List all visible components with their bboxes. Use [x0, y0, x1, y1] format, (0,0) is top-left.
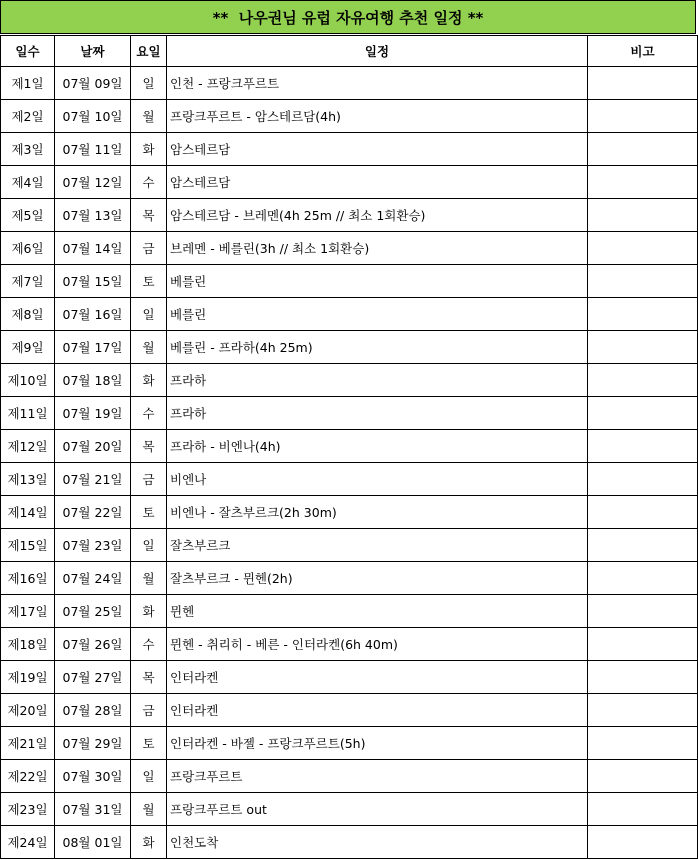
cell-plan: 뮌헨 - 취리히 - 베른 - 인터라켄(6h 40m) — [167, 628, 588, 661]
table-row — [1, 331, 698, 364]
itinerary-title: ** 나우권님 유럽 자유여행 추천 일정 ** — [0, 0, 696, 34]
cell-plan: 인터라켄 - 바젤 - 프랑크푸르트(5h) — [167, 727, 588, 760]
table-row — [1, 562, 698, 595]
cell-date: 07월 30일 — [55, 760, 131, 793]
cell-day: 제20일 — [1, 694, 55, 727]
header-plan: 일정 — [167, 36, 588, 67]
table-row — [1, 793, 698, 826]
cell-date: 08월 01일 — [55, 826, 131, 859]
cell-day: 제21일 — [1, 727, 55, 760]
cell-day: 제12일 — [1, 430, 55, 463]
cell-date: 07월 21일 — [55, 463, 131, 496]
table-body — [1, 67, 698, 859]
header-dow: 요일 — [131, 36, 167, 67]
cell-date: 07월 19일 — [55, 397, 131, 430]
table-row — [1, 298, 698, 331]
cell-note — [588, 67, 698, 100]
cell-plan: 암스테르담 — [167, 166, 588, 199]
cell-note — [588, 232, 698, 265]
table-row — [1, 760, 698, 793]
cell-plan: 암스테르담 — [167, 133, 588, 166]
cell-note — [588, 199, 698, 232]
cell-date: 07월 23일 — [55, 529, 131, 562]
table-row — [1, 166, 698, 199]
table-row — [1, 496, 698, 529]
cell-note — [588, 760, 698, 793]
table-row — [1, 595, 698, 628]
cell-plan: 프랑크푸르트 — [167, 760, 588, 793]
cell-note — [588, 463, 698, 496]
cell-dow: 수 — [131, 628, 167, 661]
cell-date: 07월 12일 — [55, 166, 131, 199]
table-row — [1, 133, 698, 166]
cell-dow: 월 — [131, 562, 167, 595]
table-row — [1, 727, 698, 760]
cell-day: 제13일 — [1, 463, 55, 496]
cell-day: 제4일 — [1, 166, 55, 199]
cell-dow: 토 — [131, 496, 167, 529]
cell-day: 제23일 — [1, 793, 55, 826]
cell-note — [588, 298, 698, 331]
cell-date: 07월 24일 — [55, 562, 131, 595]
cell-day: 제18일 — [1, 628, 55, 661]
cell-plan: 인터라켄 — [167, 661, 588, 694]
cell-plan: 비엔나 - 잘츠부르크(2h 30m) — [167, 496, 588, 529]
cell-date: 07월 25일 — [55, 595, 131, 628]
cell-plan: 프랑크푸르트 - 암스테르담(4h) — [167, 100, 588, 133]
cell-note — [588, 661, 698, 694]
cell-day: 제2일 — [1, 100, 55, 133]
table-row — [1, 628, 698, 661]
cell-date: 07월 31일 — [55, 793, 131, 826]
cell-date: 07월 09일 — [55, 67, 131, 100]
cell-dow: 화 — [131, 364, 167, 397]
cell-plan: 인천도착 — [167, 826, 588, 859]
cell-day: 제6일 — [1, 232, 55, 265]
cell-note — [588, 694, 698, 727]
cell-note — [588, 793, 698, 826]
cell-note — [588, 430, 698, 463]
cell-plan: 암스테르담 - 브레멘(4h 25m // 최소 1회환승) — [167, 199, 588, 232]
cell-dow: 목 — [131, 199, 167, 232]
cell-date: 07월 20일 — [55, 430, 131, 463]
table-row — [1, 694, 698, 727]
cell-dow: 월 — [131, 331, 167, 364]
cell-plan: 뮌헨 — [167, 595, 588, 628]
cell-dow: 금 — [131, 232, 167, 265]
cell-note — [588, 826, 698, 859]
cell-date: 07월 28일 — [55, 694, 131, 727]
cell-plan: 프라하 — [167, 397, 588, 430]
cell-day: 제16일 — [1, 562, 55, 595]
table-row — [1, 199, 698, 232]
cell-dow: 화 — [131, 133, 167, 166]
cell-dow: 금 — [131, 463, 167, 496]
cell-plan: 인천 - 프랑크푸르트 — [167, 67, 588, 100]
table-row — [1, 397, 698, 430]
cell-note — [588, 529, 698, 562]
cell-dow: 월 — [131, 100, 167, 133]
cell-day: 제10일 — [1, 364, 55, 397]
table-row — [1, 232, 698, 265]
cell-note — [588, 133, 698, 166]
cell-dow: 토 — [131, 265, 167, 298]
cell-plan: 베를린 — [167, 298, 588, 331]
cell-day: 제3일 — [1, 133, 55, 166]
table-row — [1, 364, 698, 397]
itinerary-table — [0, 35, 698, 859]
cell-day: 제8일 — [1, 298, 55, 331]
cell-day: 제22일 — [1, 760, 55, 793]
table-row — [1, 100, 698, 133]
cell-plan: 프라하 - 비엔나(4h) — [167, 430, 588, 463]
table-row — [1, 463, 698, 496]
header-row — [1, 36, 698, 67]
cell-plan: 비엔나 — [167, 463, 588, 496]
cell-note — [588, 364, 698, 397]
cell-dow: 목 — [131, 430, 167, 463]
cell-note — [588, 100, 698, 133]
cell-plan: 인터라켄 — [167, 694, 588, 727]
cell-dow: 일 — [131, 67, 167, 100]
cell-note — [588, 496, 698, 529]
cell-dow: 일 — [131, 298, 167, 331]
cell-dow: 화 — [131, 595, 167, 628]
cell-date: 07월 16일 — [55, 298, 131, 331]
cell-plan: 브레멘 - 베를린(3h // 최소 1회환승) — [167, 232, 588, 265]
cell-day: 제5일 — [1, 199, 55, 232]
cell-day: 제17일 — [1, 595, 55, 628]
cell-date: 07월 15일 — [55, 265, 131, 298]
table-row — [1, 265, 698, 298]
cell-note — [588, 166, 698, 199]
cell-dow: 목 — [131, 661, 167, 694]
header-note: 비고 — [588, 36, 698, 67]
cell-dow: 일 — [131, 760, 167, 793]
cell-note — [588, 562, 698, 595]
cell-note — [588, 397, 698, 430]
table-row — [1, 430, 698, 463]
cell-day: 제11일 — [1, 397, 55, 430]
cell-day: 제24일 — [1, 826, 55, 859]
cell-day: 제1일 — [1, 67, 55, 100]
cell-dow: 일 — [131, 529, 167, 562]
cell-date: 07월 14일 — [55, 232, 131, 265]
cell-day: 제19일 — [1, 661, 55, 694]
cell-date: 07월 13일 — [55, 199, 131, 232]
header-day: 일수 — [1, 36, 55, 67]
cell-dow: 수 — [131, 397, 167, 430]
cell-date: 07월 17일 — [55, 331, 131, 364]
table-row — [1, 661, 698, 694]
table-row — [1, 67, 698, 100]
cell-date: 07월 29일 — [55, 727, 131, 760]
table-row — [1, 529, 698, 562]
cell-dow: 금 — [131, 694, 167, 727]
cell-plan: 프랑크푸르트 out — [167, 793, 588, 826]
cell-day: 제15일 — [1, 529, 55, 562]
cell-dow: 수 — [131, 166, 167, 199]
cell-date: 07월 22일 — [55, 496, 131, 529]
cell-date: 07월 27일 — [55, 661, 131, 694]
cell-date: 07월 18일 — [55, 364, 131, 397]
header-date: 날짜 — [55, 36, 131, 67]
cell-day: 제9일 — [1, 331, 55, 364]
table-header — [1, 36, 698, 67]
cell-dow: 화 — [131, 826, 167, 859]
cell-plan: 잘츠부르크 - 뮌헨(2h) — [167, 562, 588, 595]
cell-dow: 토 — [131, 727, 167, 760]
cell-plan: 잘츠부르크 — [167, 529, 588, 562]
cell-day: 제14일 — [1, 496, 55, 529]
cell-note — [588, 628, 698, 661]
cell-day: 제7일 — [1, 265, 55, 298]
cell-plan: 베를린 - 프라하(4h 25m) — [167, 331, 588, 364]
cell-note — [588, 727, 698, 760]
cell-note — [588, 265, 698, 298]
cell-note — [588, 331, 698, 364]
cell-date: 07월 11일 — [55, 133, 131, 166]
cell-plan: 베를린 — [167, 265, 588, 298]
cell-plan: 프라하 — [167, 364, 588, 397]
cell-date: 07월 26일 — [55, 628, 131, 661]
table-row — [1, 826, 698, 859]
cell-note — [588, 595, 698, 628]
cell-dow: 월 — [131, 793, 167, 826]
cell-date: 07월 10일 — [55, 100, 131, 133]
